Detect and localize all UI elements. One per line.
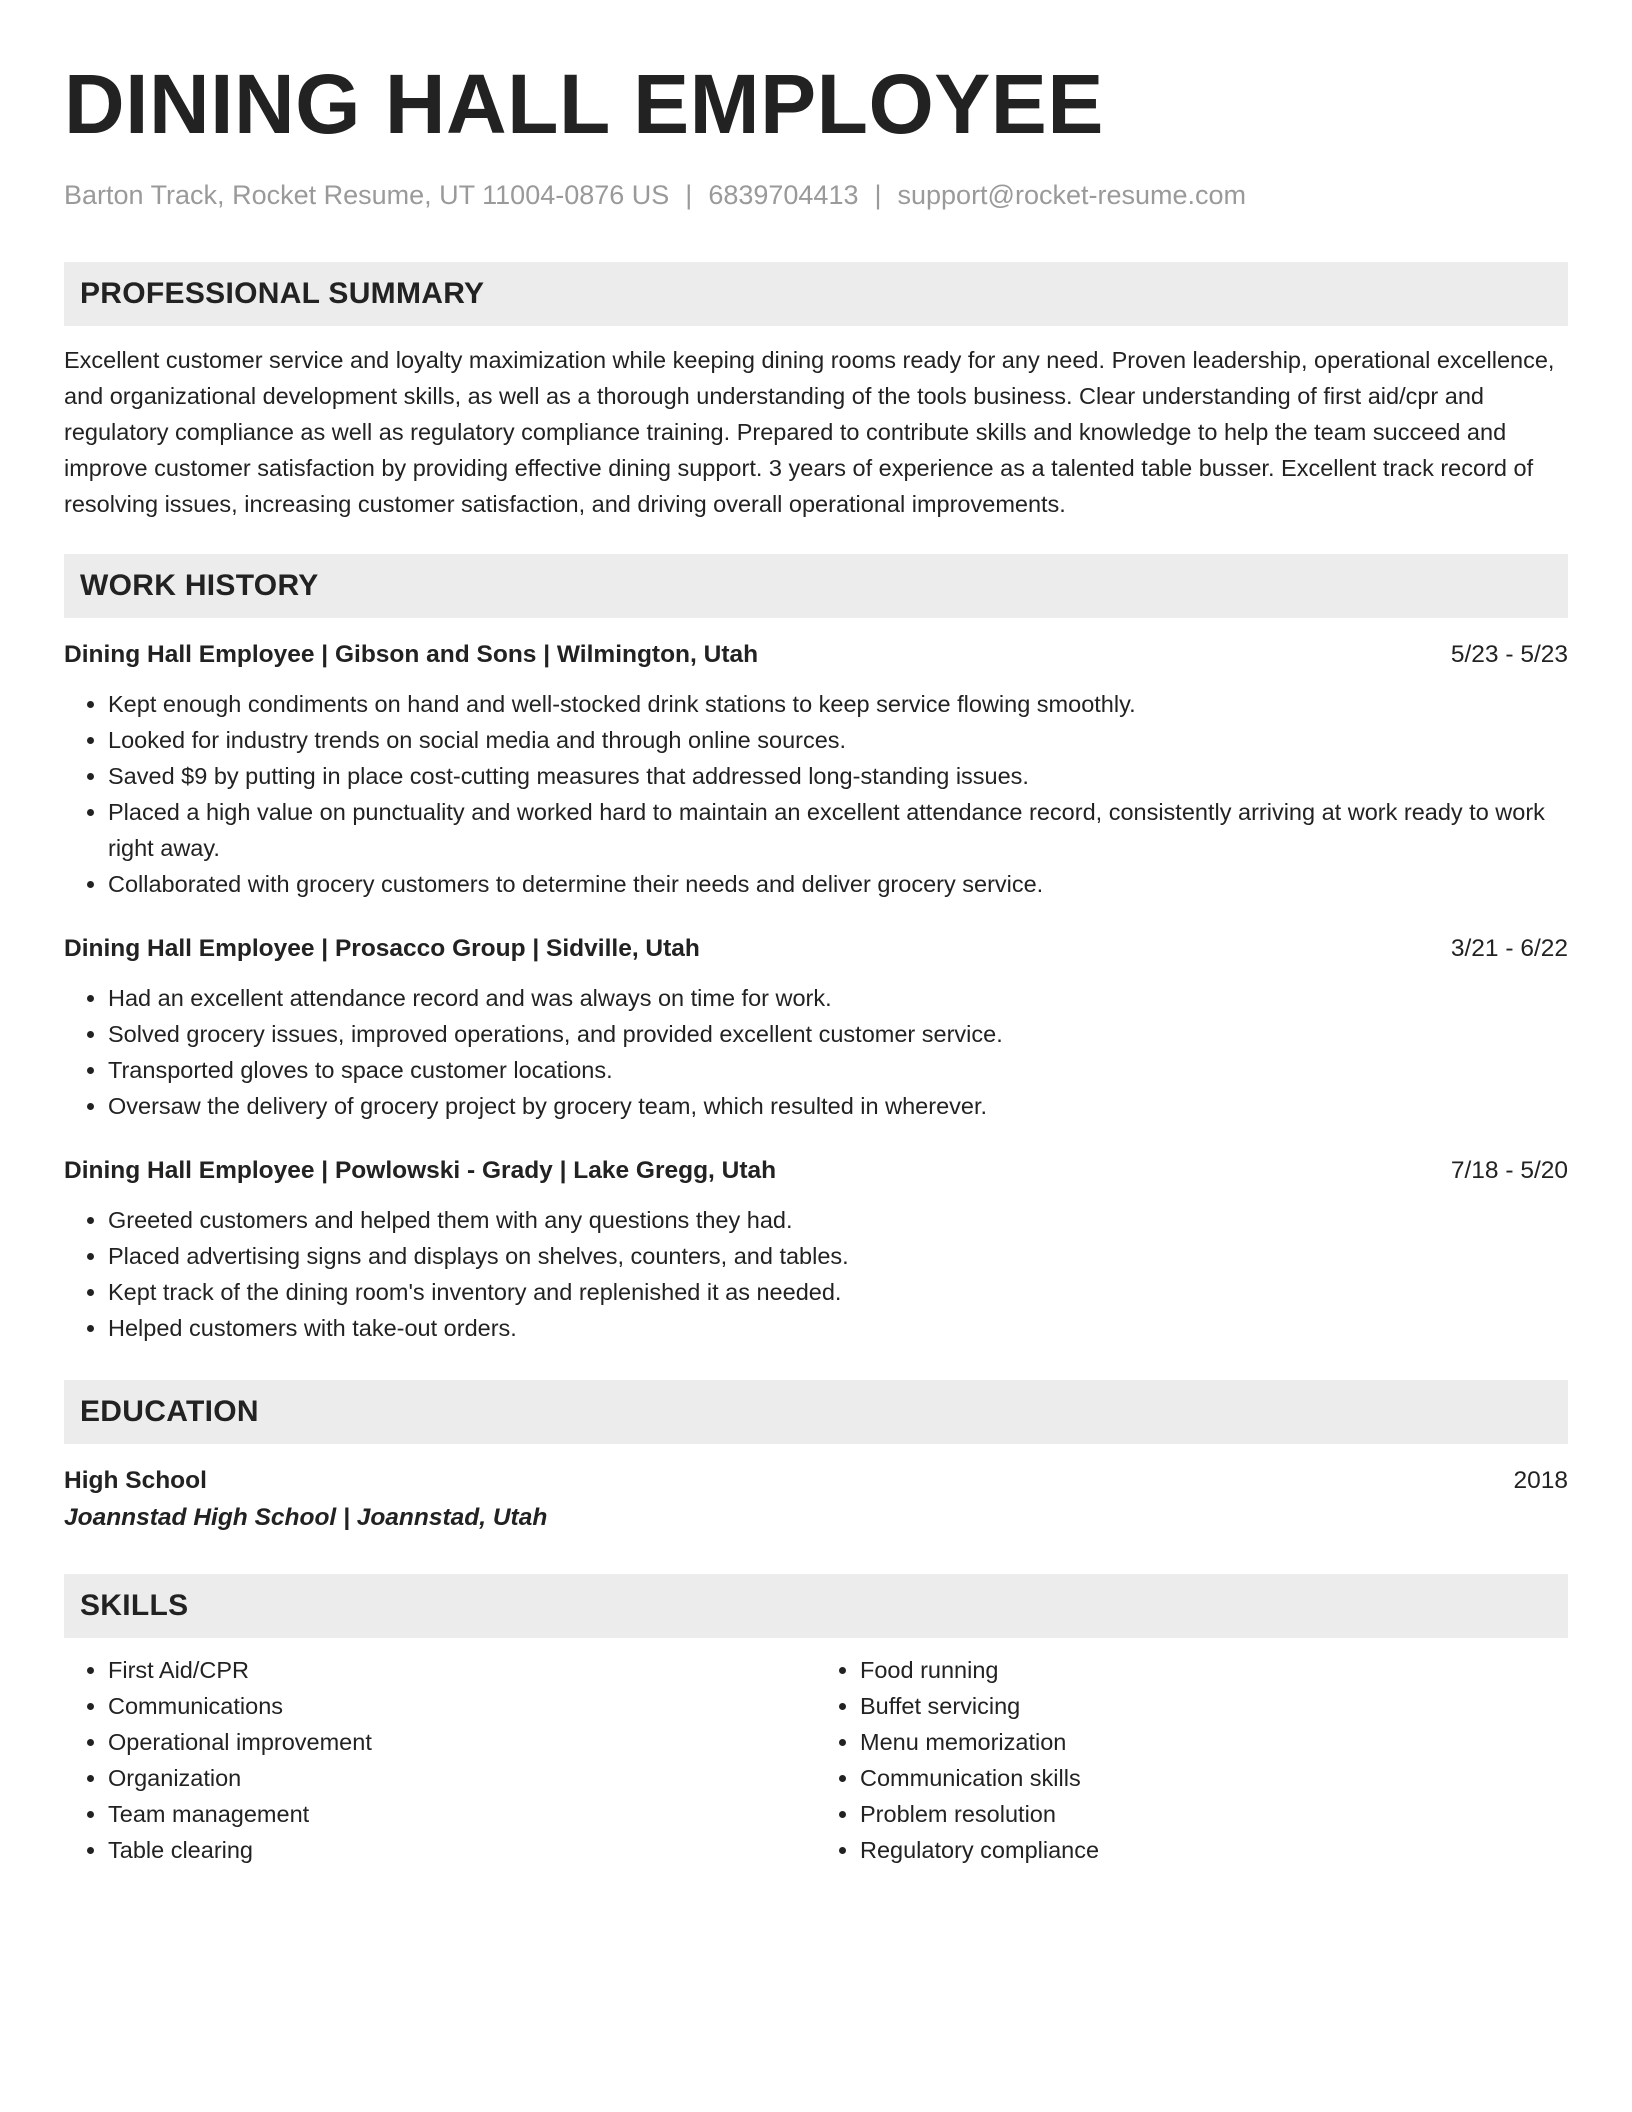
contact-address: Barton Track, Rocket Resume, UT 11004-0876 US bbox=[64, 180, 670, 210]
job-entry bbox=[64, 638, 1568, 902]
skill-item: • Regulatory compliance bbox=[860, 1832, 1568, 1868]
contact-phone: 6839704413 bbox=[708, 180, 859, 210]
job-bullet: • Oversaw the delivery of grocery project by grocery team, which resulted in wherever. bbox=[108, 1088, 1568, 1124]
job-bullets bbox=[64, 1202, 1568, 1346]
job-bullet: • Helped customers with take-out orders. bbox=[108, 1310, 1568, 1346]
job-bullet: • Kept enough condiments on hand and well-stocked drink stations to keep service flowing smoothly. bbox=[108, 686, 1568, 722]
skill-item: • First Aid/CPR bbox=[108, 1652, 816, 1688]
education-year: 2018 bbox=[1513, 1467, 1568, 1494]
education-heading: EDUCATION bbox=[64, 1380, 1568, 1444]
skill-item: • Communication skills bbox=[860, 1760, 1568, 1796]
skills-heading: SKILLS bbox=[64, 1574, 1568, 1638]
job-bullet: • Placed advertising signs and displays on shelves, counters, and tables. bbox=[108, 1238, 1568, 1274]
job-header bbox=[64, 932, 1568, 966]
skills-column-right bbox=[816, 1652, 1568, 1868]
contact-line bbox=[64, 178, 1568, 212]
skill-item: • Team management bbox=[108, 1796, 816, 1832]
job-bullet: • Saved $9 by putting in place cost-cutting measures that addressed long-standing issues. bbox=[108, 758, 1568, 794]
education-school: Joannstad High School | Joannstad, Utah bbox=[64, 1504, 548, 1531]
contact-separator: | bbox=[874, 180, 882, 210]
job-title: Dining Hall Employee | Gibson and Sons | Wilmington, Utah bbox=[64, 641, 759, 668]
skill-item: • Communications bbox=[108, 1688, 816, 1724]
contact-email: support@rocket-resume.com bbox=[897, 180, 1247, 210]
skill-item: • Operational improvement bbox=[108, 1724, 816, 1760]
job-dates: 7/18 - 5/20 bbox=[1450, 1157, 1568, 1184]
skill-item: • Menu memorization bbox=[860, 1724, 1568, 1760]
job-bullet: • Collaborated with grocery customers to determine their needs and deliver grocery service. bbox=[108, 866, 1568, 902]
job-bullets bbox=[64, 980, 1568, 1124]
job-bullet: • Greeted customers and helped them with any questions they had. bbox=[108, 1202, 1568, 1238]
job-bullet: • Transported gloves to space customer locations. bbox=[108, 1052, 1568, 1088]
job-title: Dining Hall Employee | Prosacco Group | Sidville, Utah bbox=[64, 935, 700, 962]
skill-item: • Table clearing bbox=[108, 1832, 816, 1868]
job-bullet: • Kept track of the dining room's inventory and replenished it as needed. bbox=[108, 1274, 1568, 1310]
job-bullet: • Placed a high value on punctuality and worked hard to maintain an excellent attendance record, consistently arriving at work ready to work right away. bbox=[108, 794, 1568, 866]
education-header bbox=[64, 1464, 1568, 1498]
job-entry bbox=[64, 932, 1568, 1124]
job-bullets bbox=[64, 686, 1568, 902]
summary-heading: PROFESSIONAL SUMMARY bbox=[64, 262, 1568, 326]
skills-list bbox=[64, 1652, 1568, 1868]
education-degree: High School bbox=[64, 1467, 207, 1494]
job-bullet: • Looked for industry trends on social media and through online sources. bbox=[108, 722, 1568, 758]
education-entry bbox=[64, 1464, 1568, 1536]
job-dates: 3/21 - 6/22 bbox=[1450, 935, 1568, 962]
job-entry bbox=[64, 1154, 1568, 1346]
contact-separator: | bbox=[685, 180, 693, 210]
job-title: Dining Hall Employee | Powlowski - Grady | Lake Gregg, Utah bbox=[64, 1157, 777, 1184]
job-bullet: • Had an excellent attendance record and was always on time for work. bbox=[108, 980, 1568, 1016]
candidate-name: DINING HALL EMPLOYEE bbox=[64, 57, 1104, 151]
summary-text: Excellent customer service and loyalty maximization while keeping dining rooms ready for any need. Proven leadership, operational excellence, and organizational development skills, as well as a thorough understanding of the tools business. Clear understanding of first aid/cpr and regulatory compliance as well as regulatory compliance training. Prepared to contribute skills and knowledge to help the team succeed and improve customer satisfaction by providing effective dining support. 3 years of experience as a talented table busser. Excellent track record of resolving issues, increasing customer satisfaction, and driving overall operational improvements. bbox=[64, 347, 1555, 517]
job-header bbox=[64, 638, 1568, 672]
job-header bbox=[64, 1154, 1568, 1188]
skill-item: • Organization bbox=[108, 1760, 816, 1796]
skill-item: • Food running bbox=[860, 1652, 1568, 1688]
job-dates: 5/23 - 5/23 bbox=[1450, 641, 1568, 668]
work-history-heading: WORK HISTORY bbox=[64, 554, 1568, 618]
job-bullet: • Solved grocery issues, improved operations, and provided excellent customer service. bbox=[108, 1016, 1568, 1052]
skills-column-left bbox=[64, 1652, 816, 1868]
skill-item: • Buffet servicing bbox=[860, 1688, 1568, 1724]
skill-item: • Problem resolution bbox=[860, 1796, 1568, 1832]
